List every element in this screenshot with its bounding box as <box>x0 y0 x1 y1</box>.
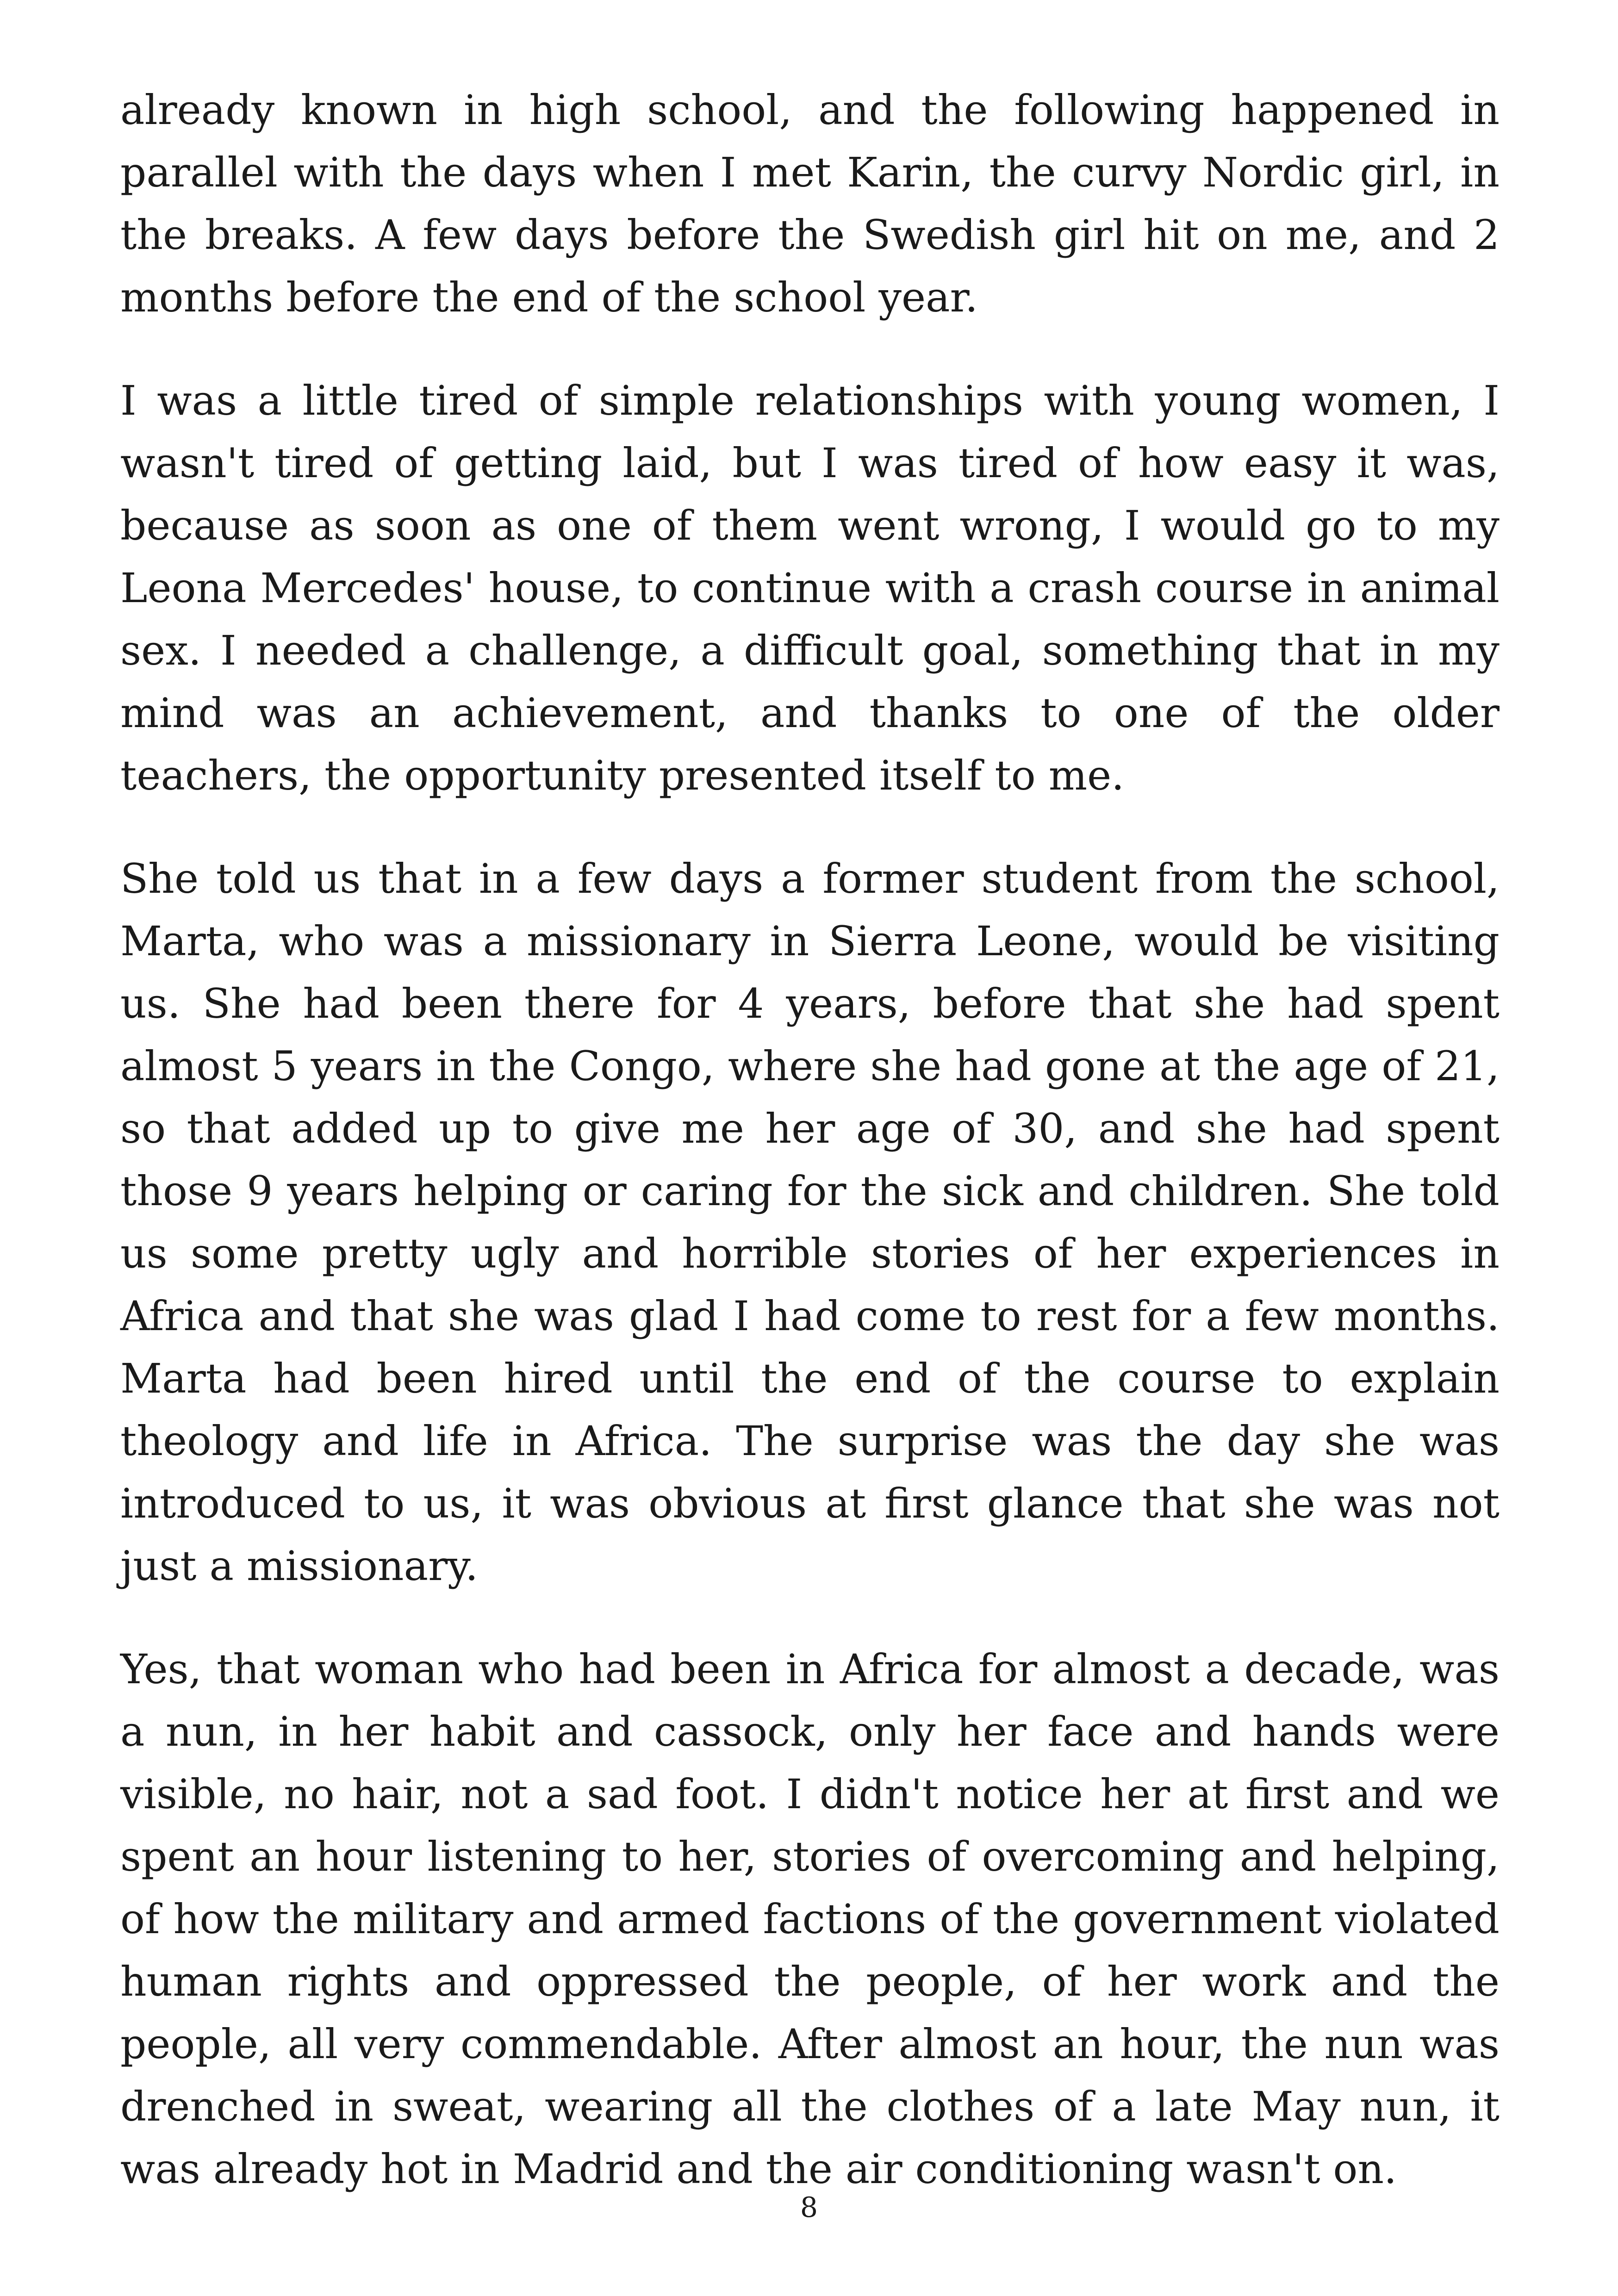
paragraph-4: Yes, that woman who had been in Africa for almost a decade, was a nun, in her habit and cassock, only her face and hands were visible, no hair, not a sad foot. I didn't notice her at first and we spent an hour listening to her, stories of overcoming and helping, of how the military and armed factions of the government violated human rights and oppressed the people, of her work and the people, all very commendable. After almost an hour, the nun was drenched in sweat, wearing all the clothes of a late May nun, it was already hot in Madrid and the air conditioning wasn't on. <box>120 1645 1500 2193</box>
paragraph-3: She told us that in a few days a former student from the school, Marta, who was a missionary in Sierra Leone, would be visiting us. She had been there for 4 years, before that she had spent almost 5 years in the Congo, where she had gone at the age of 21, so that added up to give me her age of 30, and she had spent those 9 years helping or caring for the sick and children. She told us some pretty ugly and horrible stories of her experiences in Africa and that she was glad I had come to rest for a few months. Marta had been hired until the end of the course to explain theology and life in Africa. The surprise was the day she was introduced to us, it was obvious at first glance that she was not just a missionary. <box>120 855 1500 1590</box>
paragraph-2: I was a little tired of simple relationships with young women, I wasn't tired of getting laid, but I was tired of how easy it was, because as soon as one of them went wrong, I would go to my Leona Mercedes' house, to continue with a crash course in animal sex. I needed a challenge, a difficult goal, something that in my mind was an achievement, and thanks to one of the older teachers, the opportunity presented itself to me. <box>120 377 1500 799</box>
paragraph-1: already known in high school, and the following happened in parallel with the days when I met Karin, the curvy Nordic girl, in the breaks. A few days before the Swedish girl hit on me, and 2 months before the end of the school year. <box>120 86 1500 321</box>
body-text <box>120 79 1500 2241</box>
page-number: 8 <box>800 2191 818 2224</box>
